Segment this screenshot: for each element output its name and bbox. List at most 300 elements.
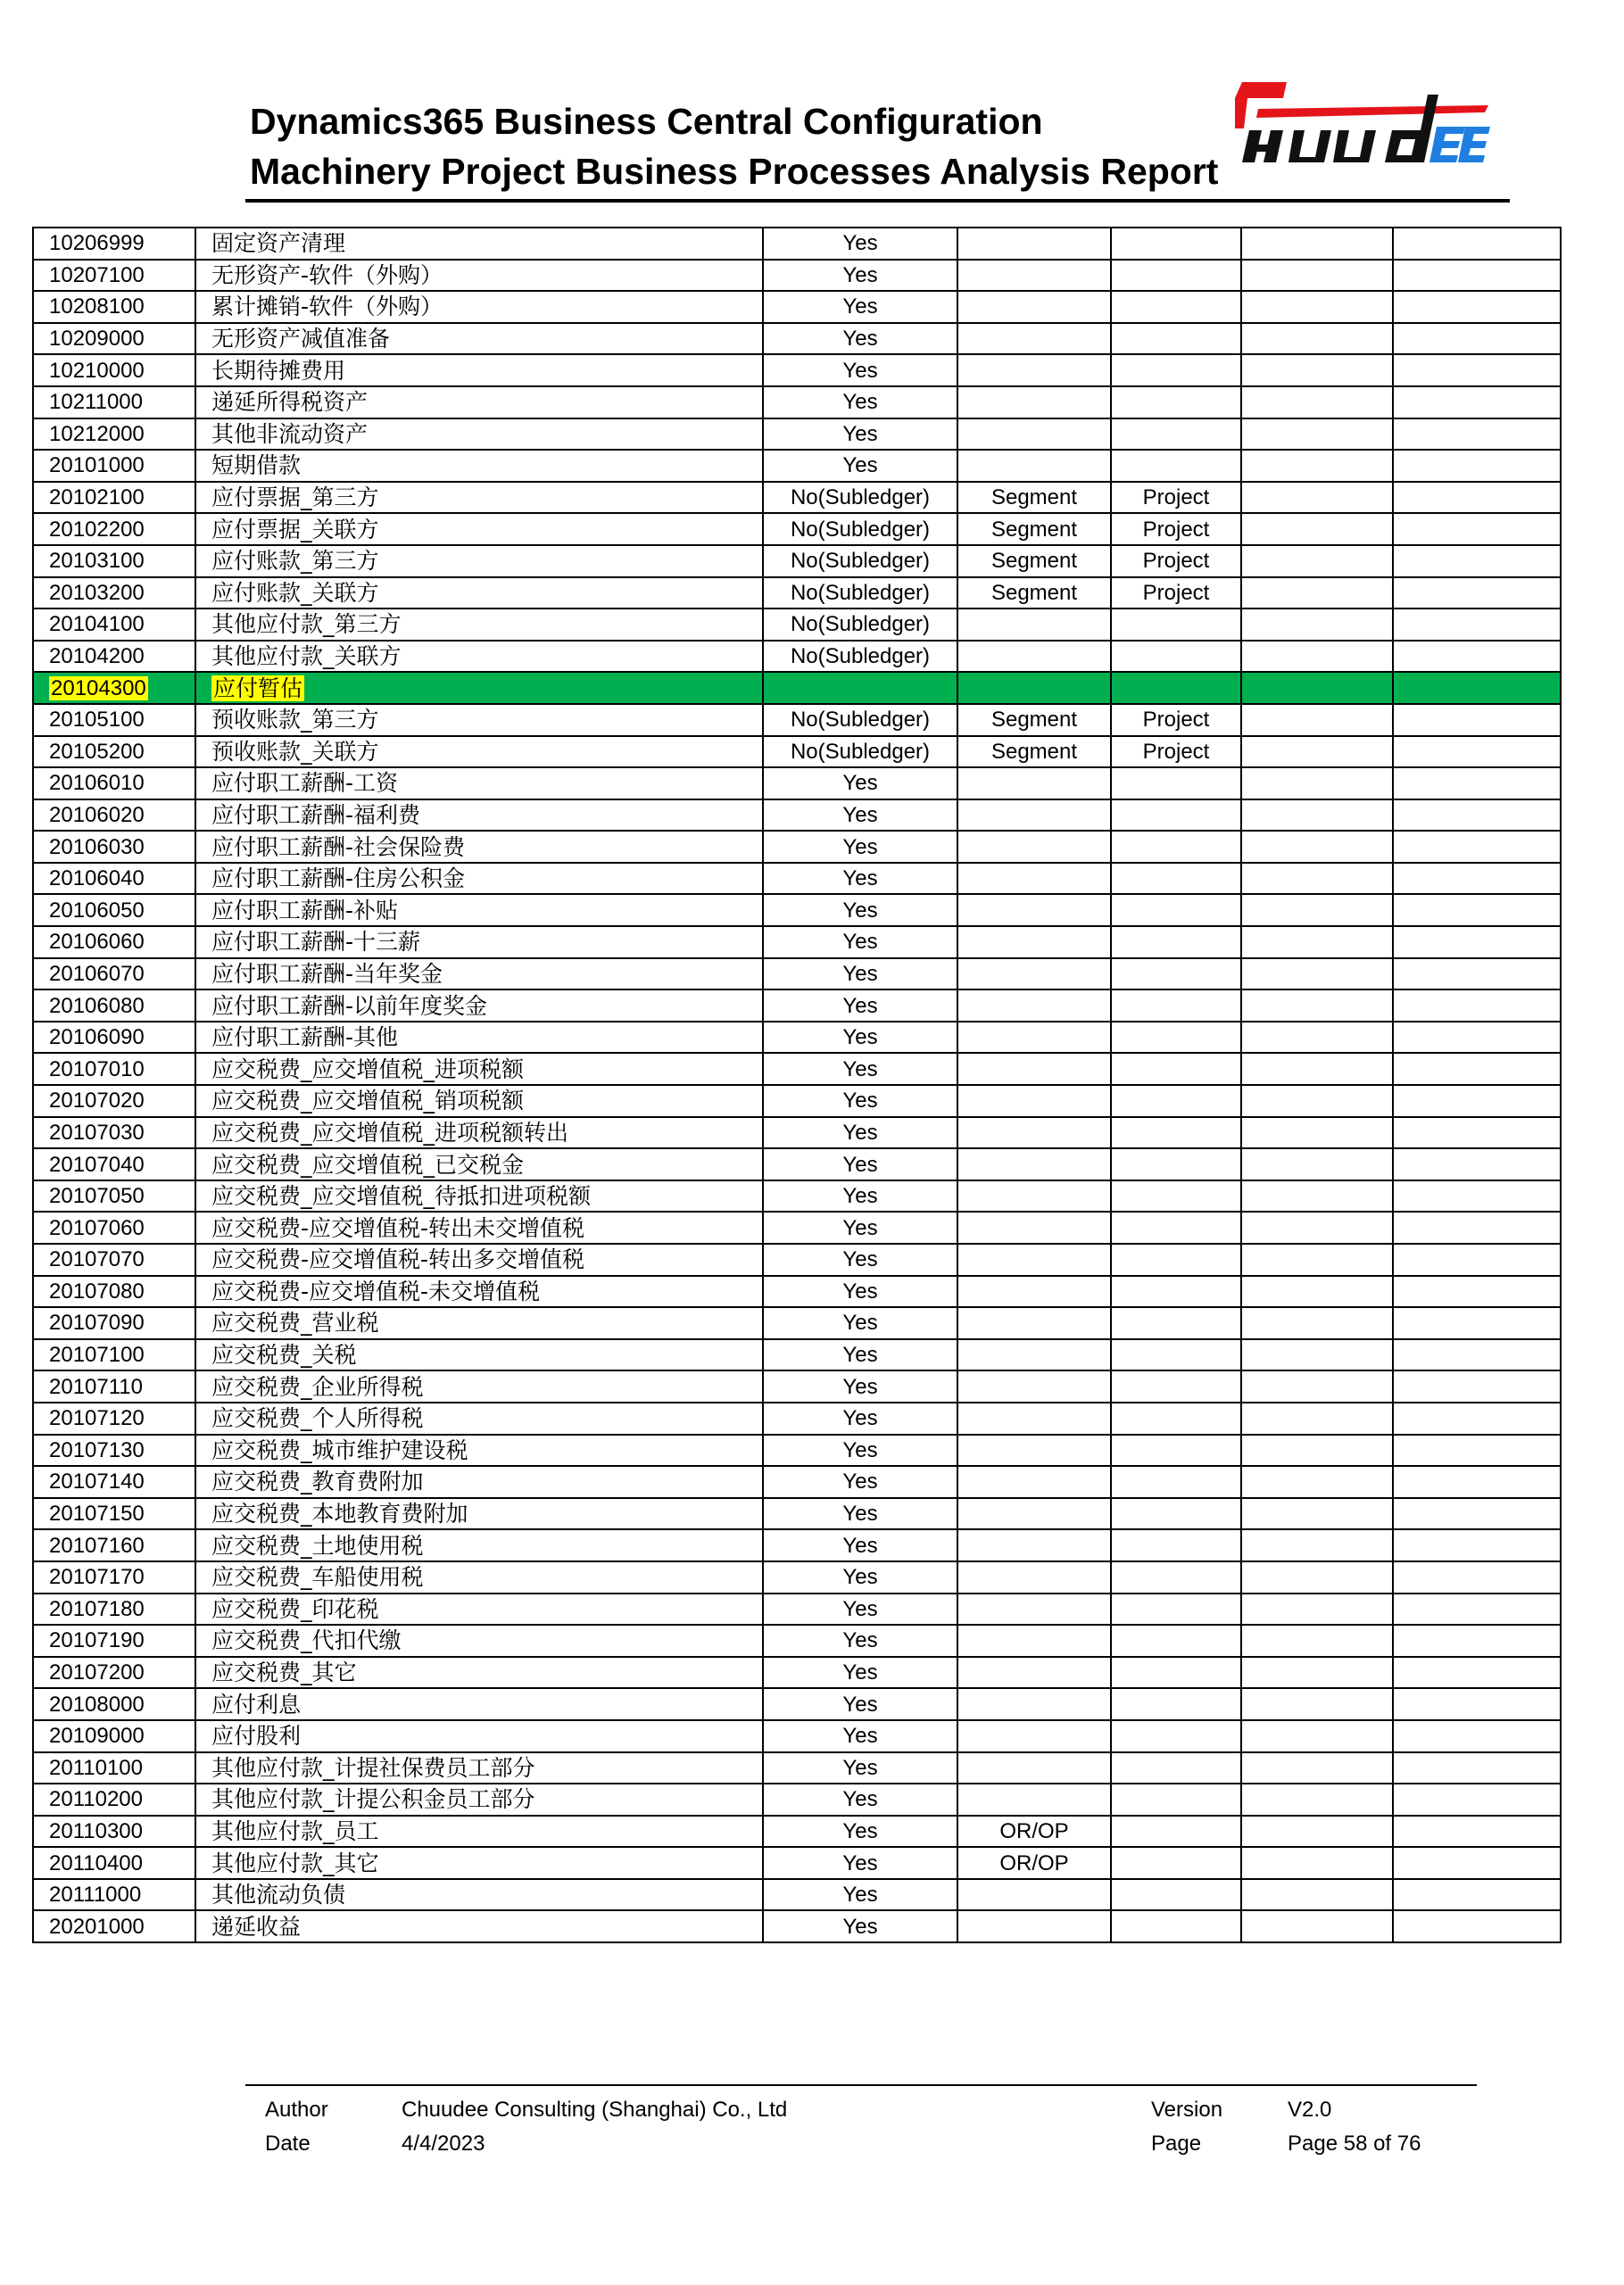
footer-values-right: [1288, 2093, 1421, 2161]
subledger-text: Yes: [842, 1374, 878, 1399]
subledger-text: Yes: [842, 1850, 878, 1875]
dimension-2-text: Project: [1142, 580, 1210, 605]
account-name-cell: [195, 609, 763, 641]
dimension-1-text: OR/OP: [999, 1818, 1069, 1843]
blank-cell: [1241, 228, 1393, 260]
account-code-text: 20106010: [49, 771, 145, 796]
dimension-2-cell: [1111, 704, 1241, 736]
account-code-cell: [33, 1022, 195, 1054]
table-row: [33, 1688, 1561, 1720]
subledger-text: Yes: [842, 961, 878, 986]
dimension-1-cell: [957, 1276, 1111, 1308]
subledger-cell: [763, 1085, 957, 1117]
account-code-cell: [33, 1529, 195, 1561]
dimension-1-cell: [957, 1053, 1111, 1085]
account-name-text: 应付职工薪酬-补贴: [211, 897, 399, 923]
table-row: [33, 386, 1561, 418]
account-name-cell: [195, 799, 763, 832]
dimension-2-cell: [1111, 1339, 1241, 1371]
account-code-text: 20103100: [49, 549, 145, 574]
subledger-cell: [763, 291, 957, 323]
subledger-cell: [763, 894, 957, 926]
report-title-line-1: Dynamics365 Business Central Configuration: [250, 101, 1043, 142]
blank-cell: [1393, 1370, 1561, 1403]
subledger-text: Yes: [842, 1692, 878, 1717]
account-code-text: 20108000: [49, 1692, 145, 1717]
account-name-text: 固定资产清理: [211, 230, 346, 257]
account-code-text: 20104100: [49, 612, 145, 637]
account-code-text: 20201000: [49, 1914, 145, 1939]
account-name-cell: [195, 641, 763, 673]
blank-cell: [1241, 1561, 1393, 1594]
account-name-cell: [195, 513, 763, 545]
account-name-cell: [195, 958, 763, 990]
account-code-cell: [33, 1720, 195, 1752]
subledger-text: Yes: [842, 1565, 878, 1590]
dimension-1-cell: [957, 926, 1111, 958]
dimension-1-cell: [957, 1816, 1111, 1848]
subledger-cell: [763, 323, 957, 355]
blank-cell: [1393, 1307, 1561, 1339]
account-code-text: 20107150: [49, 1502, 145, 1527]
dimension-1-cell: [957, 1720, 1111, 1752]
account-code-text: 20111000: [49, 1883, 142, 1908]
account-code-text: 20106020: [49, 802, 145, 827]
account-name-text: 应交税费_教育费附加: [211, 1469, 424, 1495]
subledger-text: Yes: [842, 1628, 878, 1653]
chuudee-logo: [1231, 77, 1490, 182]
dimension-2-cell: [1111, 1148, 1241, 1180]
blank-cell: [1241, 323, 1393, 355]
subledger-text: Yes: [842, 1152, 878, 1177]
dimension-1-cell: [957, 894, 1111, 926]
account-name-text: 其他应付款_员工: [211, 1817, 379, 1844]
account-code-cell: [33, 260, 195, 292]
account-code-cell: [33, 545, 195, 577]
account-name-cell: [195, 894, 763, 926]
account-name-text: 应付票据_关联方: [211, 516, 379, 542]
subledger-cell: [763, 1022, 957, 1054]
dimension-1-cell: [957, 1879, 1111, 1911]
subledger-text: Yes: [842, 453, 878, 478]
blank-cell: [1393, 1816, 1561, 1848]
subledger-cell: [763, 482, 957, 514]
account-name-text: 其他应付款_第三方: [211, 611, 402, 638]
account-code-text: 20106040: [49, 866, 145, 891]
subledger-cell: [763, 545, 957, 577]
blank-cell: [1241, 799, 1393, 832]
account-name-cell: [195, 323, 763, 355]
blank-cell: [1241, 1498, 1393, 1530]
subledger-cell: [763, 354, 957, 386]
blank-cell: [1393, 1435, 1561, 1467]
blank-cell: [1241, 1688, 1393, 1720]
account-code-cell: [33, 1561, 195, 1594]
account-name-text: 应交税费_企业所得税: [211, 1373, 424, 1400]
table-row: [33, 228, 1561, 260]
blank-cell: [1393, 1720, 1561, 1752]
table-row: [33, 863, 1561, 895]
dimension-1-cell: [957, 1752, 1111, 1784]
dimension-2-cell: [1111, 386, 1241, 418]
table-row: [33, 1561, 1561, 1594]
account-code-text: 20110100: [49, 1755, 143, 1780]
account-code-text: 10212000: [49, 421, 145, 446]
blank-cell: [1241, 513, 1393, 545]
account-code-cell: [33, 641, 195, 673]
dimension-2-cell: [1111, 1053, 1241, 1085]
subledger-cell: [763, 672, 957, 704]
dimension-1-cell: [957, 799, 1111, 832]
account-name-cell: [195, 831, 763, 863]
table-row: [33, 989, 1561, 1022]
subledger-text: Yes: [842, 1406, 878, 1431]
account-name-cell: [195, 1752, 763, 1784]
account-code-cell: [33, 1276, 195, 1308]
dimension-1-cell: [957, 1212, 1111, 1244]
subledger-text: Yes: [842, 358, 878, 383]
account-name-cell: [195, 1339, 763, 1371]
subledger-text: Yes: [842, 294, 878, 319]
footer-labels-right: [1151, 2093, 1222, 2161]
account-code-text: 20106070: [49, 961, 145, 986]
dimension-1-cell: [957, 1625, 1111, 1657]
report-title-line-2: Machinery Project Business Processes Analysis Report: [250, 151, 1219, 192]
blank-cell: [1393, 1688, 1561, 1720]
blank-cell: [1241, 1212, 1393, 1244]
account-name-text: 其他应付款_计提公积金员工部分: [211, 1786, 535, 1813]
table-row: [33, 1879, 1561, 1911]
subledger-cell: [763, 926, 957, 958]
subledger-cell: [763, 577, 957, 609]
account-code-text: 20106080: [49, 993, 145, 1018]
account-name-cell: [195, 767, 763, 799]
dimension-1-text: Segment: [990, 517, 1078, 542]
subledger-text: Yes: [842, 1247, 878, 1272]
account-name-cell: [195, 1148, 763, 1180]
subledger-text: Yes: [842, 390, 878, 415]
account-code-text: 20107200: [49, 1660, 145, 1685]
blank-cell: [1241, 1784, 1393, 1816]
account-name-text: 应交税费_应交增值税_进项税额转出: [211, 1119, 569, 1146]
blank-cell: [1241, 863, 1393, 895]
subledger-cell: [763, 1212, 957, 1244]
dimension-2-cell: [1111, 1403, 1241, 1435]
subledger-cell: [763, 1148, 957, 1180]
table-row: [33, 1594, 1561, 1626]
blank-cell: [1393, 1085, 1561, 1117]
blank-cell: [1241, 1053, 1393, 1085]
blank-cell: [1241, 1752, 1393, 1784]
account-name-text: 应付职工薪酬-福利费: [211, 801, 421, 828]
subledger-text: Yes: [842, 771, 878, 796]
table-row: [33, 1117, 1561, 1149]
table-row: [33, 577, 1561, 609]
account-name-text: 应付票据_第三方: [211, 484, 379, 511]
dimension-2-cell: [1111, 1022, 1241, 1054]
subledger-cell: [763, 1752, 957, 1784]
account-code-text: 20107090: [49, 1311, 145, 1336]
dimension-1-cell: [957, 260, 1111, 292]
account-code-text: 20102200: [49, 517, 145, 542]
account-name-cell: [195, 926, 763, 958]
table-row: [33, 767, 1561, 799]
blank-cell: [1393, 418, 1561, 451]
dimension-2-cell: [1111, 1561, 1241, 1594]
blank-cell: [1241, 1180, 1393, 1213]
account-code-cell: [33, 418, 195, 451]
dimension-1-cell: [957, 1466, 1111, 1498]
account-name-cell: [195, 1276, 763, 1308]
account-code-text: 20107030: [49, 1120, 145, 1145]
dimension-2-cell: [1111, 1784, 1241, 1816]
dimension-1-cell: [957, 418, 1111, 451]
account-code-cell: [33, 1816, 195, 1848]
dimension-2-cell: [1111, 1212, 1241, 1244]
table-row: [33, 1212, 1561, 1244]
table-row: [33, 1085, 1561, 1117]
account-code-cell: [33, 1688, 195, 1720]
subledger-cell: [763, 1180, 957, 1213]
subledger-text: Yes: [842, 866, 878, 891]
blank-cell: [1241, 1276, 1393, 1308]
blank-cell: [1393, 354, 1561, 386]
account-code-cell: [33, 1403, 195, 1435]
subledger-cell: [763, 1435, 957, 1467]
blank-cell: [1393, 1148, 1561, 1180]
account-name-cell: [195, 1561, 763, 1594]
dimension-1-cell: [957, 1022, 1111, 1054]
account-code-cell: [33, 609, 195, 641]
subledger-cell: [763, 1816, 957, 1848]
table-row: [33, 1053, 1561, 1085]
dimension-1-cell: [957, 1244, 1111, 1276]
account-code-text: 20107180: [49, 1596, 145, 1621]
blank-cell: [1393, 831, 1561, 863]
account-code-cell: [33, 1085, 195, 1117]
blank-cell: [1241, 1910, 1393, 1942]
account-code-text: 20107080: [49, 1279, 145, 1304]
blank-cell: [1393, 926, 1561, 958]
blank-cell: [1393, 1212, 1561, 1244]
subledger-cell: [763, 609, 957, 641]
account-code-cell: [33, 1657, 195, 1689]
account-code-cell: [33, 1244, 195, 1276]
blank-cell: [1393, 1657, 1561, 1689]
account-name-text: 应付职工薪酬-住房公积金: [211, 865, 466, 892]
dimension-1-cell: [957, 323, 1111, 355]
blank-cell: [1393, 1022, 1561, 1054]
subledger-cell: [763, 1657, 957, 1689]
subledger-text: No(Subledger): [790, 517, 931, 542]
account-code-text: 10208100: [49, 294, 145, 319]
blank-cell: [1393, 958, 1561, 990]
page-label: Page: [1151, 2132, 1202, 2156]
table-row: [33, 1435, 1561, 1467]
dimension-1-cell: [957, 1847, 1111, 1879]
dimension-2-cell: [1111, 1816, 1241, 1848]
subledger-text: No(Subledger): [790, 644, 931, 669]
account-name-text: 应付职工薪酬-工资: [211, 770, 399, 797]
blank-cell: [1241, 354, 1393, 386]
blank-cell: [1241, 577, 1393, 609]
account-code-cell: [33, 894, 195, 926]
table-row: [33, 1910, 1561, 1942]
dimension-2-text: Project: [1142, 708, 1210, 733]
subledger-cell: [763, 418, 957, 451]
blank-cell: [1241, 1625, 1393, 1657]
table-row: [33, 799, 1561, 832]
account-code-text: 20101000: [49, 453, 145, 478]
blank-cell: [1241, 736, 1393, 768]
account-name-text: 应交税费_营业税: [211, 1310, 379, 1337]
account-name-text: 应付利息: [211, 1691, 302, 1718]
version-value: V2.0: [1288, 2098, 1332, 2122]
blank-cell: [1241, 989, 1393, 1022]
subledger-cell: [763, 1276, 957, 1308]
subledger-text: No(Subledger): [790, 708, 931, 733]
account-name-text: 应交税费_个人所得税: [211, 1405, 424, 1432]
subledger-text: Yes: [842, 1343, 878, 1368]
table-row: [33, 1180, 1561, 1213]
subledger-cell: [763, 1784, 957, 1816]
dimension-1-cell: [957, 609, 1111, 641]
subledger-text: Yes: [842, 1184, 878, 1209]
blank-cell: [1241, 894, 1393, 926]
dimension-2-cell: [1111, 260, 1241, 292]
account-name-cell: [195, 260, 763, 292]
table-row: [33, 450, 1561, 482]
subledger-cell: [763, 1594, 957, 1626]
blank-cell: [1393, 577, 1561, 609]
account-code-cell: [33, 799, 195, 832]
account-code-cell: [33, 323, 195, 355]
subledger-text: Yes: [842, 1787, 878, 1812]
blank-cell: [1241, 1117, 1393, 1149]
dimension-2-cell: [1111, 323, 1241, 355]
account-code-text: 10210000: [49, 358, 145, 383]
account-name-cell: [195, 1910, 763, 1942]
author-label: Author: [265, 2098, 328, 2122]
subledger-text: Yes: [842, 327, 878, 352]
dimension-2-cell: [1111, 1307, 1241, 1339]
account-name-cell: [195, 1307, 763, 1339]
table-row: [33, 1657, 1561, 1689]
account-code-cell: [33, 1847, 195, 1879]
account-code-text: 20106030: [49, 834, 145, 859]
dimension-2-cell: [1111, 1466, 1241, 1498]
table-row: [33, 1784, 1561, 1816]
subledger-cell: [763, 450, 957, 482]
subledger-text: No(Subledger): [790, 580, 931, 605]
account-code-text: 20106090: [49, 1025, 145, 1050]
blank-cell: [1393, 799, 1561, 832]
blank-cell: [1393, 386, 1561, 418]
dimension-2-cell: [1111, 1720, 1241, 1752]
blank-cell: [1393, 1561, 1561, 1594]
subledger-text: Yes: [842, 802, 878, 827]
subledger-cell: [763, 704, 957, 736]
blank-cell: [1393, 323, 1561, 355]
account-name-cell: [195, 1529, 763, 1561]
account-name-cell: [195, 1720, 763, 1752]
dimension-2-cell: [1111, 1276, 1241, 1308]
account-code-cell: [33, 958, 195, 990]
blank-cell: [1393, 609, 1561, 641]
dimension-2-cell: [1111, 767, 1241, 799]
account-name-text: 应交税费_关税: [211, 1342, 357, 1369]
account-code-text: 10206999: [49, 231, 145, 256]
account-code-text: 20107070: [49, 1247, 145, 1272]
subledger-text: Yes: [842, 1437, 878, 1462]
account-name-cell: [195, 545, 763, 577]
table-row: [33, 1148, 1561, 1180]
subledger-text: Yes: [842, 993, 878, 1018]
account-name-cell: [195, 1212, 763, 1244]
dimension-1-cell: [957, 1594, 1111, 1626]
account-name-cell: [195, 418, 763, 451]
blank-cell: [1241, 641, 1393, 673]
account-name-cell: [195, 1688, 763, 1720]
version-label: Version: [1151, 2098, 1223, 2122]
dimension-2-cell: [1111, 1244, 1241, 1276]
blank-cell: [1241, 1529, 1393, 1561]
table-row: [33, 736, 1561, 768]
dimension-2-cell: [1111, 1625, 1241, 1657]
blank-cell: [1393, 228, 1561, 260]
account-name-text: 应交税费_土地使用税: [211, 1532, 424, 1559]
account-code-cell: [33, 672, 195, 704]
account-code-text: 20107140: [49, 1470, 145, 1494]
account-name-text: 其他非流动资产: [211, 420, 369, 447]
account-code-text: 20104200: [49, 644, 145, 669]
blank-cell: [1393, 863, 1561, 895]
dimension-1-cell: [957, 1561, 1111, 1594]
account-name-text: 应付暂估: [213, 675, 303, 701]
subledger-text: Yes: [842, 231, 878, 256]
blank-cell: [1393, 1339, 1561, 1371]
account-name-text: 其他应付款_其它: [211, 1850, 379, 1876]
blank-cell: [1241, 1085, 1393, 1117]
dimension-1-cell: [957, 577, 1111, 609]
account-code-text: 20107060: [49, 1215, 145, 1240]
table-row: [33, 323, 1561, 355]
account-code-cell: [33, 926, 195, 958]
blank-cell: [1393, 1053, 1561, 1085]
account-name-cell: [195, 291, 763, 323]
account-name-cell: [195, 704, 763, 736]
blank-cell: [1241, 291, 1393, 323]
account-name-cell: [195, 672, 763, 704]
dimension-2-cell: [1111, 418, 1241, 451]
subledger-cell: [763, 1117, 957, 1149]
dimension-2-cell: [1111, 672, 1241, 704]
account-code-text: 20107190: [49, 1628, 145, 1653]
account-name-text: 应付股利: [211, 1723, 302, 1750]
blank-cell: [1393, 736, 1561, 768]
dimension-2-cell: [1111, 482, 1241, 514]
account-code-cell: [33, 1307, 195, 1339]
blank-cell: [1393, 450, 1561, 482]
subledger-cell: [763, 1307, 957, 1339]
account-code-text: 20102100: [49, 485, 145, 510]
blank-cell: [1393, 1276, 1561, 1308]
table-row: [33, 1847, 1561, 1879]
table-row: [33, 1625, 1561, 1657]
dimension-1-cell: [957, 1085, 1111, 1117]
dimension-1-cell: [957, 831, 1111, 863]
subledger-text: Yes: [842, 1533, 878, 1558]
